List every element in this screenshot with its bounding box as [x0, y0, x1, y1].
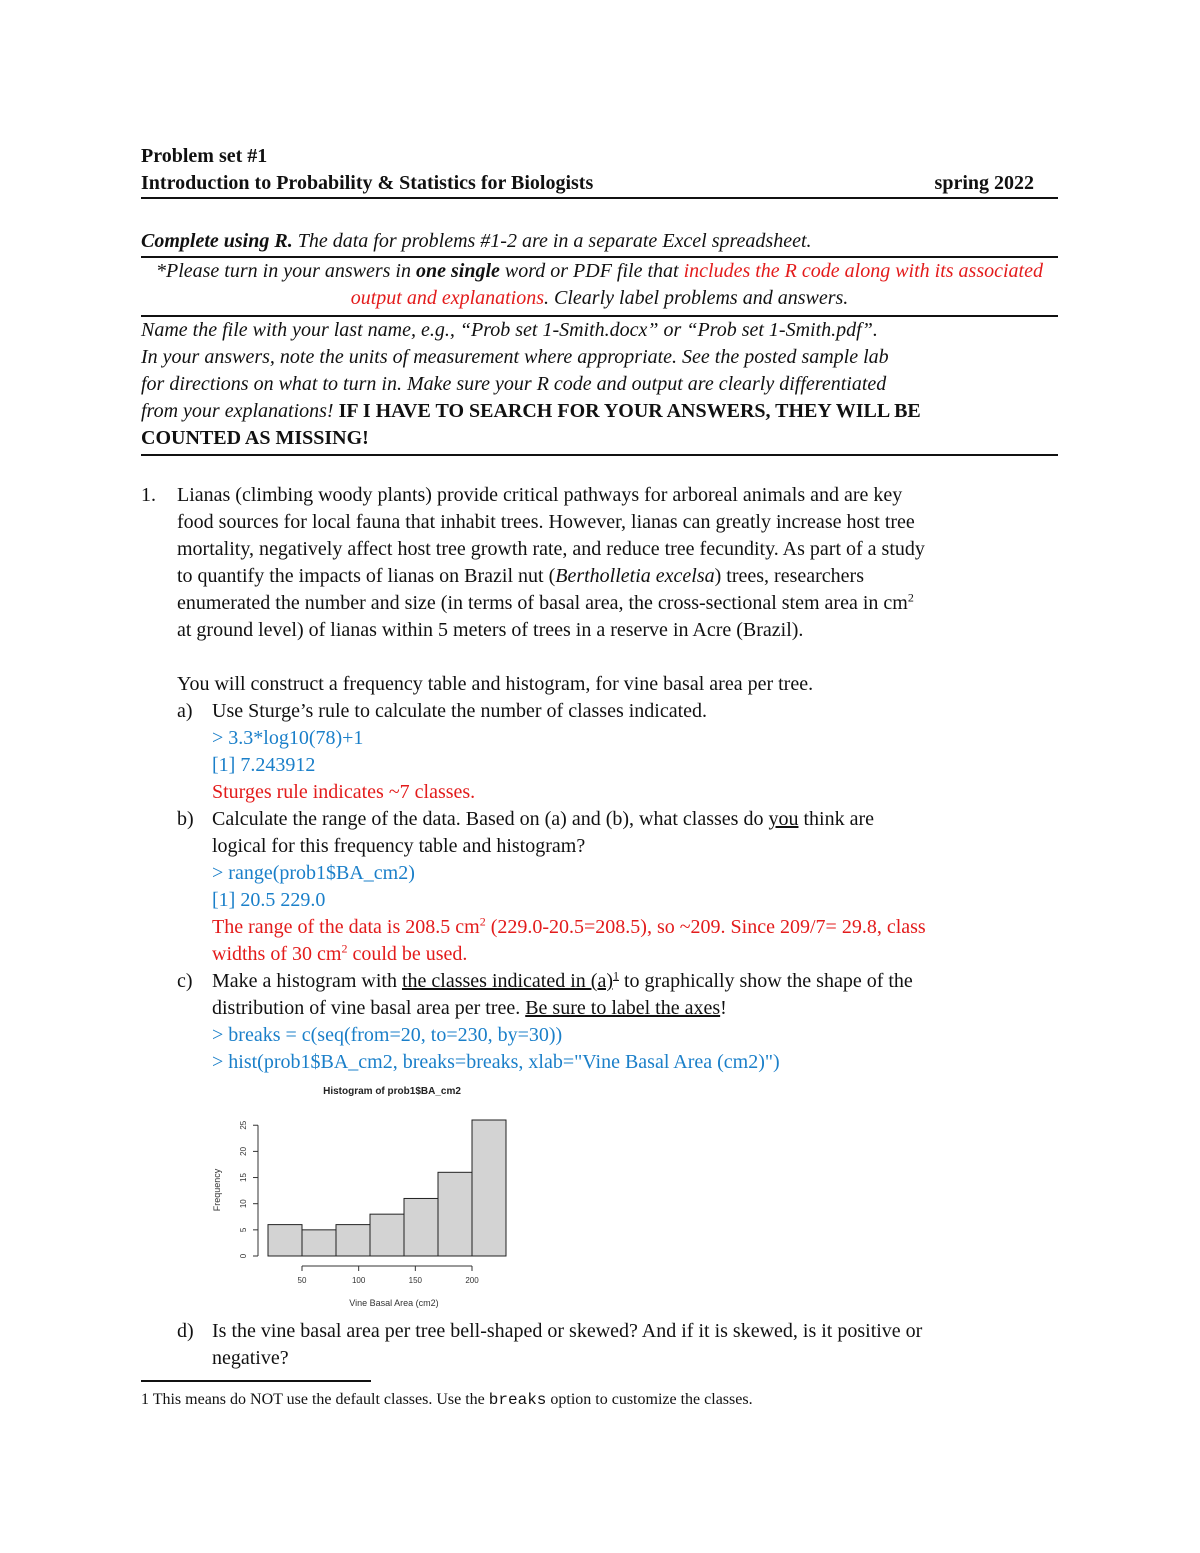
- y-tick-label: 20: [239, 1146, 248, 1156]
- superscript-2: 2: [341, 941, 348, 956]
- histogram-bar: [404, 1198, 438, 1256]
- problem-number: 1.: [141, 484, 156, 506]
- y-tick-label: 10: [239, 1199, 248, 1209]
- part-a-output: [1] 7.243912: [212, 754, 316, 776]
- histogram-bar: [268, 1225, 302, 1256]
- chart-y-label: Frequency: [212, 1168, 222, 1212]
- para-line-4: [177, 563, 1067, 590]
- footnote-ref: 1: [613, 968, 619, 983]
- part-c-question-2: [212, 995, 1072, 1022]
- part-d-label: d): [177, 1320, 194, 1342]
- part-a-question: Use Sturge’s rule to calculate the number of classes indicated.: [212, 700, 708, 722]
- instruction-turn-in: [141, 258, 1058, 317]
- turn-in-text-a: *Please turn in your answers in: [155, 260, 416, 282]
- chart-x-axis: [298, 1266, 480, 1285]
- part-a-code: > 3.3*log10(78)+1: [212, 727, 364, 749]
- part-c-content: [212, 968, 1072, 1076]
- part-b-q1b: think are: [798, 808, 874, 830]
- units-text: In your answers, note the units of measurement where appropriate. See the posted sample lab: [141, 346, 889, 368]
- para-line-1: Lianas (climbing woody plants) provide critical pathways for arboreal animals and are key: [177, 484, 903, 506]
- part-c-q1a: Make a histogram with: [212, 970, 402, 992]
- chart-y-axis: [239, 1120, 258, 1258]
- part-b-q1a: Calculate the range of the data. Based on (a) and (b), what classes do: [212, 808, 769, 830]
- course-title: Introduction to Probability & Statistics for Biologists: [141, 172, 594, 194]
- part-d-question-2: negative?: [212, 1347, 289, 1369]
- part-b-you: you: [768, 808, 799, 830]
- from-text: from your explanations!: [141, 400, 339, 422]
- y-tick-label: 5: [239, 1227, 248, 1233]
- turn-in-text-c: word or PDF file that: [499, 260, 684, 282]
- part-a-answer: Sturges rule indicates ~7 classes.: [212, 781, 476, 803]
- part-b-question-1: [212, 806, 1072, 833]
- part-c-label: c): [177, 970, 193, 992]
- part-c-q1b: to graphically show the shape of the: [619, 970, 913, 992]
- y-tick-label: 25: [239, 1120, 248, 1130]
- complete-rest: The data for problems #1-2 are in a separate Excel spreadsheet.: [292, 230, 812, 252]
- para-line-3: mortality, negatively affect host tree growth rate, and reduce tree fecundity. As part of a study: [177, 538, 925, 560]
- para-line-5: [177, 590, 1067, 617]
- part-c-q2b: !: [720, 997, 727, 1019]
- para-line-6: at ground level) of lianas within 5 meters of trees in a reserve in Acre (Brazil).: [177, 619, 804, 641]
- x-tick-label: 100: [351, 1276, 366, 1285]
- histogram-bar: [438, 1172, 472, 1256]
- footnote: [141, 1389, 753, 1411]
- part-c-question-1: [212, 968, 1072, 995]
- part-b-output: [1] 20.5 229.0: [212, 889, 326, 911]
- superscript-2: 2: [907, 590, 914, 605]
- footnote-code: breaks: [488, 1391, 547, 1409]
- para-line-4a: to quantify the impacts of lianas on Brazil nut (: [177, 565, 556, 587]
- part-c-q2a: distribution of vine basal area per tree.: [212, 997, 526, 1019]
- chart-x-label: Vine Basal Area (cm2): [349, 1298, 439, 1308]
- part-b-question-2: logical for this frequency table and histogram?: [212, 835, 586, 857]
- histogram-bar: [370, 1214, 404, 1256]
- part-a-content: [212, 698, 1072, 806]
- part-b-answer-1: [212, 914, 1072, 941]
- species-name: Bertholletia excelsa: [555, 565, 715, 587]
- turn-in-one-single: one single: [415, 260, 500, 282]
- part-b-a1b: (229.0-20.5=208.5), so ~209. Since 209/7= 29.8, class: [485, 916, 926, 938]
- turn-in-red-text: includes the R code along with its associated output and explanations: [350, 260, 1043, 309]
- part-b-answer-2: [212, 941, 1072, 968]
- complete-using-r: Complete using R.: [141, 230, 293, 252]
- part-c-q1u: the classes indicated in (a): [401, 970, 613, 992]
- footnote-text-b: option to customize the classes.: [546, 1391, 753, 1408]
- name-file-text: Name the file with your last name, e.g., “Prob set 1-Smith.docx” or “Prob set 1-Smith.pdf”.: [141, 319, 878, 341]
- part-b-content: [212, 806, 1072, 968]
- course-header: [141, 170, 1058, 199]
- instruction-complete: [141, 228, 1058, 258]
- problem-paragraph: [177, 482, 1067, 698]
- chart-title: Histogram of prob1$BA_cm2: [323, 1086, 461, 1097]
- footnote-rule: [141, 1380, 371, 1382]
- directions-text: for directions on what to turn in. Make sure your R code and output are clearly differentiated: [141, 373, 887, 395]
- histogram-bar: [336, 1225, 370, 1256]
- y-tick-label: 15: [239, 1173, 248, 1182]
- part-b-a2a: widths of 30 cm: [212, 943, 342, 965]
- x-tick-label: 150: [408, 1276, 423, 1285]
- warning-text-b: COUNTED AS MISSING!: [141, 427, 369, 449]
- warning-line: [141, 398, 1058, 425]
- histogram-bar: [472, 1120, 506, 1256]
- turn-in-text-d: . Clearly label problems and answers.: [544, 287, 849, 309]
- term-label: spring 2022: [934, 172, 1034, 194]
- warning-text-a: IF I HAVE TO SEARCH FOR YOUR ANSWERS, THEY WILL BE: [338, 400, 921, 422]
- part-b-label: b): [177, 808, 194, 830]
- instruction-naming: [141, 317, 1058, 456]
- para-line-5-text: enumerated the number and size (in terms of basal area, the cross-sectional stem area in cm: [177, 592, 908, 614]
- part-b-code: > range(prob1$BA_cm2): [212, 862, 415, 884]
- problem-set-title: Problem set #1: [141, 145, 268, 167]
- part-d-content: [212, 1318, 1072, 1372]
- part-a-label: a): [177, 700, 193, 722]
- para-line-4b: ) trees, researchers: [714, 565, 864, 587]
- part-b-a2b: could be used.: [347, 943, 468, 965]
- x-tick-label: 200: [465, 1276, 479, 1285]
- footnote-text-a: 1 This means do NOT use the default classes. Use the: [141, 1391, 489, 1408]
- chart-bars: [268, 1120, 506, 1256]
- part-b-a1a: The range of the data is 208.5 cm: [212, 916, 480, 938]
- x-tick-label: 50: [297, 1276, 307, 1285]
- part-c-q2u: Be sure to label the axes: [525, 997, 721, 1019]
- para-line-2: food sources for local fauna that inhabit trees. However, lianas can greatly increase host tree: [177, 511, 915, 533]
- y-tick-label: 0: [239, 1253, 248, 1259]
- part-c-code-1: > breaks = c(seq(from=20, to=230, by=30)): [212, 1024, 563, 1046]
- histogram-chart: [206, 1080, 518, 1315]
- histogram-bar: [302, 1230, 336, 1256]
- part-d-question-1: Is the vine basal area per tree bell-shaped or skewed? And if it is skewed, is it positive or: [212, 1320, 923, 1342]
- part-c-code-2: > hist(prob1$BA_cm2, breaks=breaks, xlab="Vine Basal Area (cm2)"): [212, 1051, 780, 1073]
- intro-line: You will construct a frequency table and histogram, for vine basal area per tree.: [177, 673, 814, 695]
- superscript-2: 2: [479, 914, 486, 929]
